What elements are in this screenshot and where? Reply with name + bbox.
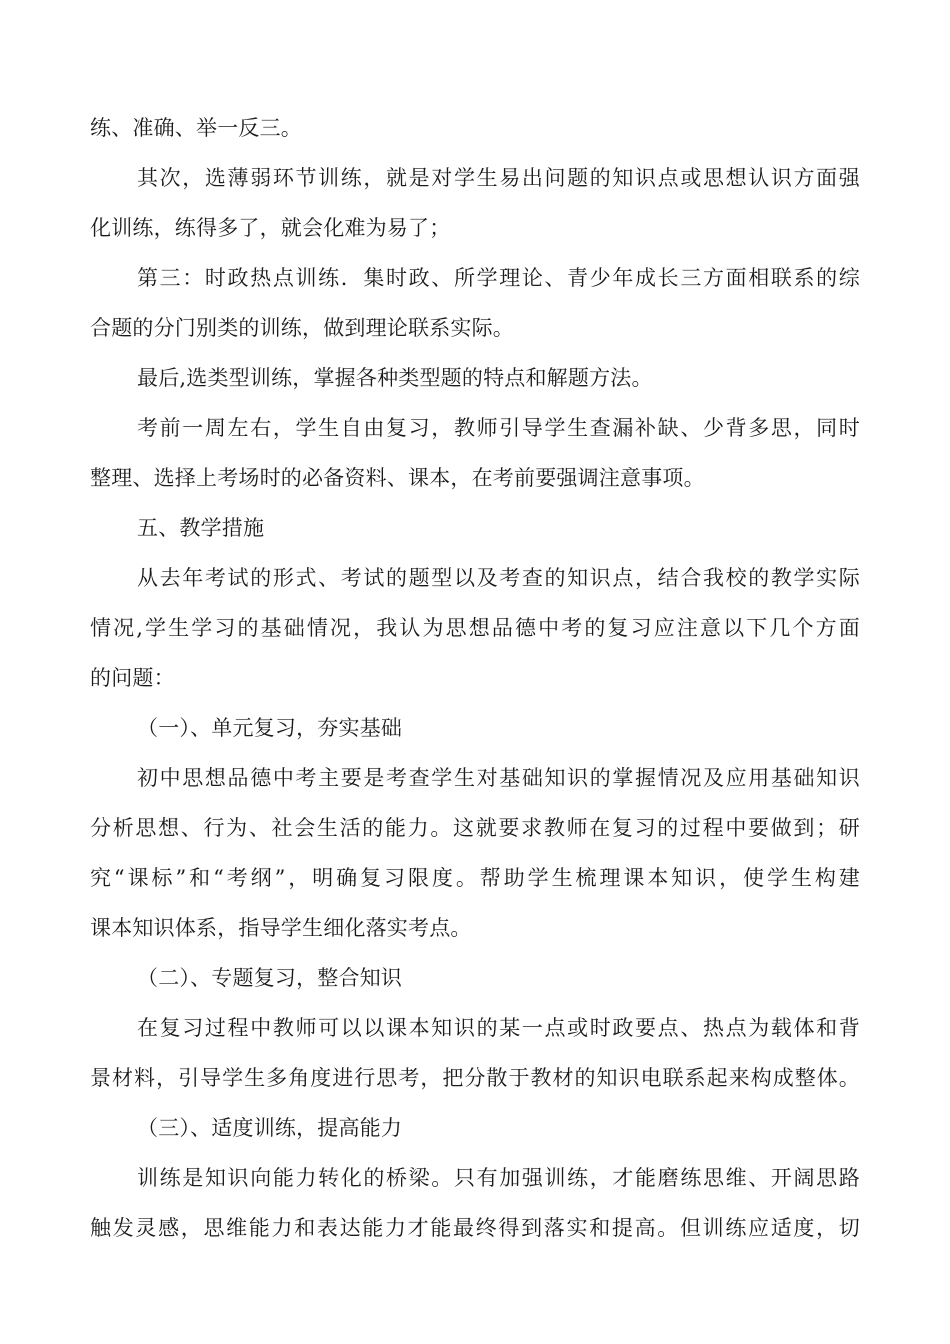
text-line: 分析思想、行为、社会生活的能力。这就要求教师在复习的过程中要做到；研 [90, 816, 860, 840]
text-line: 的问题： [90, 666, 175, 690]
text-line: 景材料，引导学生多角度进行思考，把分散于教材的知识电联系起来构成整体。 [90, 1066, 860, 1090]
subsection-heading: （一）、单元复习，夯实基础 [137, 716, 403, 740]
text-line: 训练是知识向能力转化的桥梁。只有加强训练，才能磨练思维、开阔思路 [137, 1166, 860, 1190]
text-line: 从去年考试的形式、考试的题型以及考查的知识点，结合我校的教学实际 [137, 566, 860, 590]
subsection-heading: （二）、专题复习，整合知识 [137, 966, 403, 990]
text-line: 在复习过程中教师可以以课本知识的某一点或时政要点、热点为载体和背 [137, 1016, 860, 1040]
text-line: 其次，选薄弱环节训练，就是对学生易出问题的知识点或思想认识方面强 [137, 166, 860, 190]
text-line: 整理、选择上考场时的必备资料、课本，在考前要强调注意事项。 [90, 466, 705, 490]
text-line: 化训练，练得多了，就会化难为易了； [90, 216, 451, 240]
text-line: 考前一周左右，学生自由复习，教师引导学生查漏补缺、少背多思，同时 [137, 416, 860, 440]
text-line: 触发灵感，思维能力和表达能力才能最终得到落实和提高。但训练应适度，切 [90, 1216, 860, 1240]
text-line: 第三：时政热点训练．集时政、所学理论、青少年成长三方面相联系的综 [137, 266, 860, 290]
text-line: 初中思想品德中考主要是考查学生对基础知识的掌握情况及应用基础知识 [137, 766, 860, 790]
section-heading: 五、教学措施 [137, 516, 265, 540]
text-line: 合题的分门别类的训练，做到理论联系实际。 [90, 316, 514, 340]
text-line: 练、准确、举一反三。 [90, 116, 302, 140]
text-line: 最后,选类型训练，掌握各种类型题的特点和解题方法。 [137, 366, 653, 390]
text-line: 情况,学生学习的基础情况，我认为思想品德中考的复习应注意以下几个方面 [90, 616, 860, 640]
text-line: 究“课标”和“考纲”，明确复习限度。帮助学生梳理课本知识，使学生构建 [90, 866, 860, 890]
text-line: 课本知识体系，指导学生细化落实考点。 [90, 916, 472, 940]
subsection-heading: （三）、适度训练，提高能力 [137, 1116, 403, 1140]
